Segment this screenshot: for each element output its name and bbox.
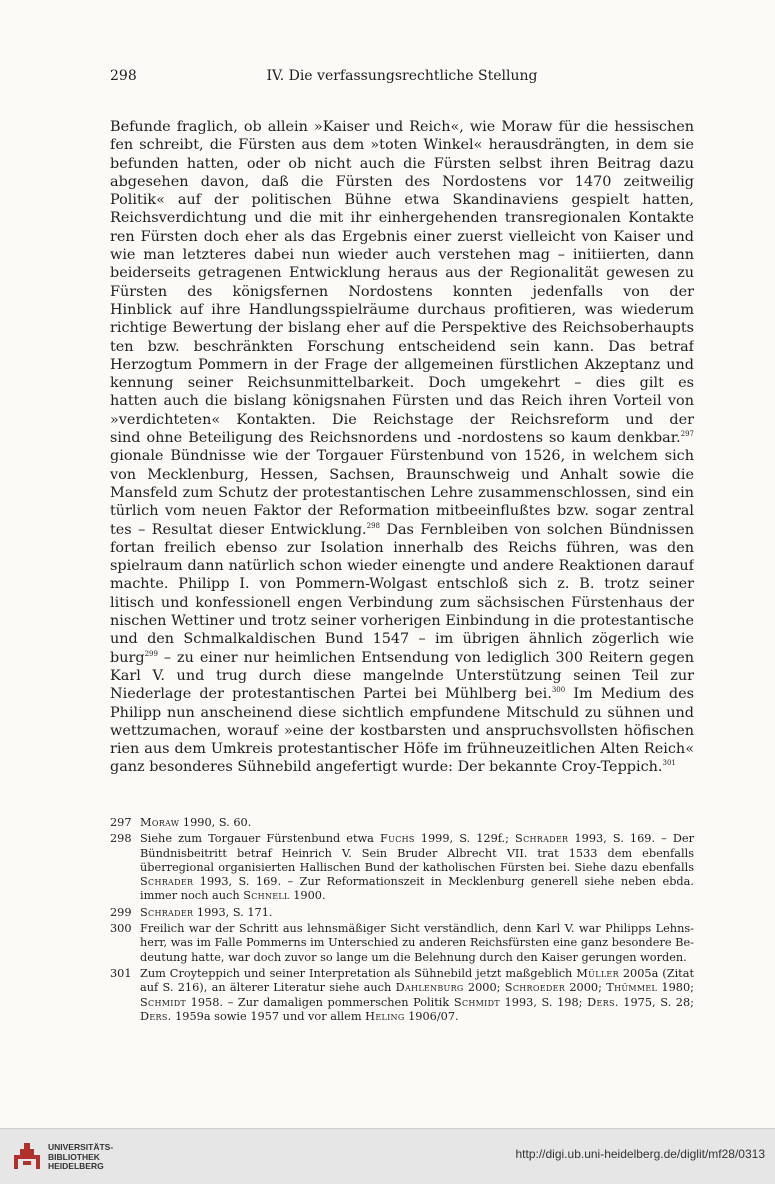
text-line: [110, 722, 694, 740]
text-line: [110, 301, 694, 319]
main-text: [110, 118, 694, 777]
footnote-number: 298: [110, 832, 132, 846]
text-run: richtige Bewertung der bislang eher auf die Perspektive des Reichsoberhaupts: [110, 320, 694, 337]
text-line: [110, 685, 694, 703]
text-line: [110, 118, 694, 136]
text-line: [110, 191, 694, 209]
footnote-text: 2000;: [463, 981, 505, 995]
university-library-logo-icon[interactable]: [12, 1139, 42, 1173]
footnote: [110, 832, 694, 903]
footnote-marker[interactable]: 301: [662, 759, 676, 768]
author-citation: Ders.: [587, 995, 619, 1009]
text-run: Philipp nun anscheinend diese sichtlich empfundene Mitschuld zu sühnen und: [110, 704, 694, 721]
footnote-number: 299: [110, 905, 132, 919]
author-citation: Ders.: [140, 1009, 172, 1023]
text-line: [110, 575, 694, 593]
text-run: fortan freilich ebenso zur Isolation innerhalb des Reichs führen, was den: [110, 539, 694, 556]
text-line: [110, 521, 694, 539]
footnote-text: 1993, S. 171.: [193, 905, 273, 919]
text-run: befunden hatten, oder ob nicht auch die Fürsten selbst ihren Beitrag dazu: [110, 155, 694, 172]
text-run: gionale Bündnisse wie der Torgauer Fürstenbund von 1526, in welchem sich: [110, 448, 694, 465]
author-citation: Schmidt: [140, 995, 187, 1009]
text-run: Befunde fraglich, ob allein »Kaiser und Reich«, wie Moraw für die hessischen: [110, 119, 694, 135]
footnote-text: 1990, S. 60.: [179, 816, 252, 829]
library-name-line: UNIVERSITÄTS-: [48, 1142, 114, 1152]
footnote-number: 297: [110, 816, 132, 829]
text-run: machte. Philipp I. von Pommern-Wolgast entschloß sich z. B. trotz seiner: [110, 576, 694, 593]
text-line: [110, 667, 694, 685]
page-number: 298: [110, 68, 137, 84]
text-run: ren Fürsten doch eher als das Ergebnis einer zuerst vielleicht von Kaiser und: [110, 228, 694, 245]
author-citation: Heling: [365, 1009, 405, 1023]
text-run: Fürsten des königsfernen Nordostens konnten jedenfalls von der: [110, 283, 694, 300]
text-line: [110, 704, 694, 722]
library-name[interactable]: [48, 1143, 113, 1172]
text-run: »verdichteten« Kontakten. Die Reichstage der Reichsreform und der: [110, 411, 694, 428]
footnote: [110, 816, 694, 830]
footnote-text: 1958. – Zur damaligen pommerschen Politik: [186, 995, 454, 1009]
digital-library-url-link[interactable]: http://digi.ub.uni-heidelberg.de/diglit/mf28/0313: [515, 1147, 765, 1161]
text-line: [110, 649, 694, 667]
text-line: [110, 136, 694, 154]
author-citation: Schrader: [140, 905, 194, 919]
text-line: [110, 209, 694, 227]
text-run: Reichsverdichtung und die mit ihr einhergehenden transregionalen Kontakte: [110, 210, 694, 227]
text-line: [110, 228, 694, 246]
footnote-text: 1993, S. 198;: [499, 995, 588, 1009]
footnotes: [110, 816, 694, 1026]
text-line: [110, 356, 694, 374]
text-line: [110, 630, 694, 648]
text-line: [110, 539, 694, 557]
text-run: türlich vom neuen Faktor der Reformation mitbeeinflußtes bzw. sogar zentral: [110, 503, 694, 520]
library-name-line: BIBLIOTHEK: [48, 1151, 100, 1162]
text-line: [110, 594, 694, 612]
text-line: [110, 392, 694, 410]
text-line: [110, 319, 694, 337]
text-run: Hinblick auf ihre Handlungsspielräume durchaus profitieren, was wiederum: [110, 301, 694, 318]
text-line: [110, 484, 694, 502]
text-run: Im Medium des: [573, 686, 694, 703]
text-line: [110, 466, 694, 484]
footnote-marker[interactable]: 299: [144, 649, 158, 658]
footnote: [110, 967, 694, 1024]
text-run: Niederlage der protestantischen Partei bei Mühlberg bei.: [110, 686, 552, 703]
text-line: [110, 502, 694, 520]
footnote-text: 2005a (Zitat auf S. 216), an älterer Literatur siehe auch: [140, 966, 694, 995]
text-run: – zu einer nur heimlichen Entsendung von lediglich 300 Reitern gegen: [163, 649, 694, 666]
footnote-text: 1900.: [289, 889, 326, 903]
text-run: nischen Wettiner und trotz seiner vorherigen Einbindung in die protestantische: [110, 613, 694, 630]
text-run: burg: [110, 649, 145, 666]
text-line: [110, 740, 694, 758]
text-line: [110, 612, 694, 630]
footnote-number: 300: [110, 922, 132, 936]
text-run: wie man letzteres dabei nun wieder auch verstehen mag – initiierten, dann: [110, 247, 694, 264]
footnote-text: 1906/07.: [404, 1009, 459, 1023]
author-citation: Schmidt: [453, 995, 500, 1009]
footnote-text: Siehe zum Torgauer Fürstenbund etwa: [140, 832, 381, 846]
text-run: sind ohne Beteiligung des Reichsnordens und -nordostens so kaum denkbar.: [110, 430, 681, 447]
text-line: [110, 173, 694, 191]
footnote-text: Freilich war der Schritt aus lehnsmäßiger Sicht verständlich, denn Karl V. war Philipps Lehnsherr, was im Falle Pommerns im Unterschied zu anderen Reichsfürsten eine ganz besondere Bedeutung hatte, war doch zuvor so lange um die Belehnung durch den Kaiser gerungen worden.: [140, 922, 694, 964]
author-citation: Schrader: [515, 832, 569, 846]
text-run: Mansfeld zum Schutz der protestantischen Lehre zusammenschlossen, sind ein: [110, 484, 694, 501]
footnote: [110, 922, 694, 965]
footnote-marker[interactable]: 297: [680, 430, 694, 439]
text-line: [110, 411, 694, 429]
footnote-text: 1999, S. 129f.;: [414, 832, 516, 846]
text-line: [110, 758, 694, 776]
text-line: [110, 557, 694, 575]
footnote-text: Zum Croyteppich und seiner Interpretation als Sühnebild jetzt maßgeblich: [140, 966, 577, 980]
running-title: IV. Die verfassungsrechtliche Stellung: [266, 68, 538, 84]
page-header: [110, 68, 694, 88]
text-run: litisch und konfessionell engen Verbindung zum sächsischen Fürstenhaus der: [110, 594, 694, 611]
footnote-marker[interactable]: 300: [551, 686, 566, 695]
text-line: [110, 283, 694, 301]
footnote: [110, 906, 694, 920]
text-run: hatten auch die bislang königsnahen Fürsten und das Reich ihren Vorteil von: [110, 393, 694, 410]
text-run: Karl V. und trug durch diese mangelnde Unterstützung seinen Teil zur: [110, 667, 694, 684]
text-run: Das Fernbleiben von solchen Bündnissen: [386, 521, 694, 538]
viewer-footer: [0, 1128, 775, 1184]
footnote-marker[interactable]: 298: [366, 521, 380, 530]
text-run: kennung seiner Reichsunmittelbarkeit. Doch umgekehrt – dies gilt es: [110, 375, 694, 392]
text-run: tes – Resultat dieser Entwicklung.: [110, 521, 367, 538]
text-run: ganz besonderes Sühnebild angefertigt wurde: Der bekannte Croy-Teppich.: [110, 759, 663, 776]
text-run: rien aus dem Umkreis protestantischer Höfe im frühneuzeitlichen Alten Reich«: [110, 741, 694, 758]
footnote-text: 1980;: [657, 981, 694, 995]
footnote-text: 1993, S. 169. – Zur Reformationszeit in Mecklenburg generell siehe neben ebda. immer noch auch: [140, 875, 694, 903]
text-run: ten bzw. beschränkten Forschung entscheidend sein kann. Das betraf: [110, 338, 694, 355]
library-name-line: HEIDELBERG: [48, 1161, 104, 1171]
text-line: [110, 155, 694, 173]
footnote-text: 1975, S. 28;: [618, 995, 694, 1009]
text-line: [110, 447, 694, 465]
text-run: spielraum dann natürlich schon wieder einengte und andere Reaktionen darauf: [110, 558, 694, 575]
text-run: wettzumachen, worauf »eine der kostbarsten und anspruchsvollsten höfischen: [110, 722, 694, 739]
text-run: und den Schmalkaldischen Bund 1547 – im übrigen ähnlich zögerlich wie: [110, 631, 694, 648]
author-citation: Schroeder: [504, 981, 566, 995]
footnote-number: 301: [110, 966, 132, 980]
footnote-text: 2000;: [565, 981, 607, 995]
author-citation: Dahlenburg: [395, 981, 464, 995]
text-line: [110, 429, 694, 447]
author-citation: Müller: [576, 966, 619, 980]
text-line: [110, 338, 694, 356]
text-run: Politik« auf der politischen Bühne etwa Skandinaviens gespielt hatten,: [110, 192, 694, 209]
text-line: [110, 246, 694, 264]
text-line: [110, 264, 694, 282]
author-citation: Moraw: [140, 816, 180, 829]
text-run: Herzogtum Pommern in der Frage der allgemeinen fürstlichen Akzeptanz und: [110, 356, 694, 373]
text-run: beiderseits getragenen Entwicklung heraus aus der Regionalität gewesen zu: [110, 265, 694, 282]
text-run: von Mecklenburg, Hessen, Sachsen, Braunschweig und Anhalt sowie die: [110, 466, 694, 483]
text-run: fen schreibt, die Fürsten aus dem »toten Winkel« herausdrängten, in dem sie: [110, 137, 694, 154]
footnote-text: 1959a sowie 1957 und vor allem: [171, 1009, 366, 1023]
author-citation: Fuchs: [380, 832, 415, 846]
footnote-text: 1993, S. 169. – Der Bündnisbeitritt betraf Heinrich V. Sein Bruder Albrecht VII. trat 1533 dem ebenfalls überregional organisierten Hallischen Bund der katholischen Fürsten bei. Siehe dazu ebenfalls: [140, 832, 694, 874]
text-line: [110, 374, 694, 392]
author-citation: Schnell: [243, 889, 290, 903]
text-run: abgesehen davon, daß die Fürsten des Nordostens vor 1470 zeitweilig: [110, 173, 694, 190]
author-citation: Schrader: [140, 875, 194, 889]
author-citation: Thümmel: [606, 981, 658, 995]
